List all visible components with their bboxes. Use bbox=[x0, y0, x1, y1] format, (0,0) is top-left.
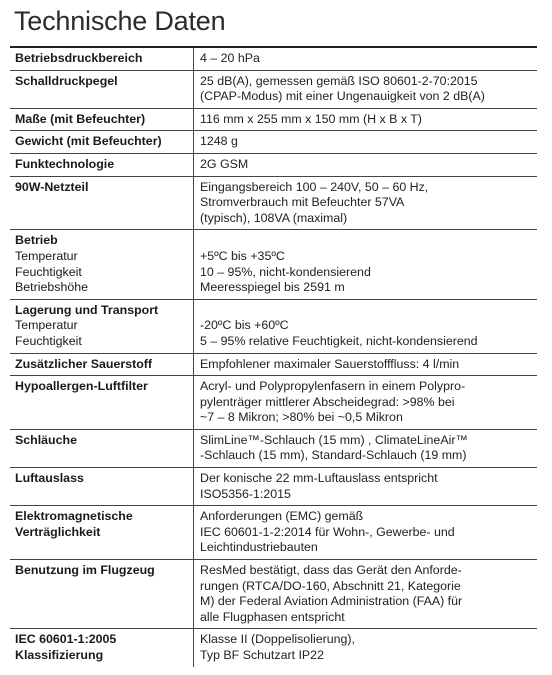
row-label-cell bbox=[10, 48, 194, 70]
table-row bbox=[10, 154, 537, 177]
row-value-line: Leichtindustriebauten bbox=[200, 540, 318, 555]
row-value-line: Klasse II (Doppelisolierung), bbox=[200, 632, 355, 647]
row-label-cell bbox=[10, 131, 194, 153]
row-value-line: M) der Federal Aviation Administration (FAA) für bbox=[200, 594, 463, 609]
row-label: Hypoallergen-Luftfilter bbox=[15, 379, 148, 394]
row-value-line: SlimLine™-Schlauch (15 mm) , ClimateLineAir™ bbox=[200, 432, 468, 447]
row-value-line: 4 – 20 hPa bbox=[200, 51, 260, 65]
table-row bbox=[10, 506, 537, 560]
row-label-cell bbox=[10, 154, 194, 176]
table-row bbox=[10, 354, 537, 377]
row-value-cell bbox=[194, 131, 537, 153]
table-row bbox=[10, 71, 537, 109]
row-value-line: Der konische 22 mm-Luftauslass entspricht bbox=[200, 471, 438, 486]
row-label: Lagerung und Transport bbox=[15, 302, 159, 317]
row-label: 90W-Netzteil bbox=[15, 179, 89, 194]
table-row bbox=[10, 468, 537, 506]
row-value-cell bbox=[194, 48, 537, 70]
row-value-line: 2G GSM bbox=[200, 156, 249, 171]
table-row bbox=[10, 109, 537, 132]
row-value-line: pylenträger mittlerer Abscheidegrad: >98% bei bbox=[200, 394, 455, 409]
row-value-line: ResMed bestätigt, dass das Gerät den Anforde- bbox=[200, 563, 462, 578]
row-value-line: Meeresspiegel bis 2591 m bbox=[200, 280, 345, 295]
row-label-cell bbox=[10, 560, 194, 628]
row-value-line: +5ºC bis +35ºC bbox=[200, 248, 285, 263]
table-row bbox=[10, 131, 537, 154]
row-label-cell bbox=[10, 430, 194, 467]
table-row bbox=[10, 376, 537, 430]
spec-table bbox=[10, 46, 537, 667]
table-row bbox=[10, 48, 537, 71]
row-label-cell bbox=[10, 354, 194, 376]
row-label-cell bbox=[10, 629, 194, 666]
row-value-line: 10 – 95%, nicht-kondensierend bbox=[200, 264, 371, 279]
row-value-line: alle Flugphasen entspricht bbox=[200, 609, 345, 624]
page-title: Technische Daten bbox=[14, 6, 226, 36]
table-row bbox=[10, 177, 537, 231]
row-value-cell bbox=[194, 629, 537, 666]
row-value-cell bbox=[194, 300, 537, 353]
row-value-line: Typ BF Schutzart IP22 bbox=[200, 648, 324, 662]
row-value-line: 1248 g bbox=[200, 134, 238, 149]
row-value-line: (CPAP-Modus) mit einer Ungenauigkeit von 2 dB(A) bbox=[200, 89, 485, 104]
table-row bbox=[10, 430, 537, 468]
row-value-line: Acryl- und Polypropylenfasern in einem Polypro- bbox=[200, 379, 466, 394]
row-value-cell bbox=[194, 154, 537, 176]
row-value-line: 5 – 95% relative Feuchtigkeit, nicht-kondensierend bbox=[200, 333, 478, 348]
row-value-line: 116 mm x 255 mm x 150 mm (H x B x T) bbox=[200, 111, 422, 126]
row-value-cell bbox=[194, 177, 537, 230]
row-label: Schläuche bbox=[15, 432, 77, 447]
row-label: Funktechnologie bbox=[15, 156, 115, 171]
row-value-cell bbox=[194, 506, 537, 559]
row-label: IEC 60601-1:2005 bbox=[15, 632, 117, 647]
row-value-cell bbox=[194, 230, 537, 298]
row-label: Schalldruckpegel bbox=[15, 73, 118, 88]
row-label: Betriebsdruckbereich bbox=[15, 51, 143, 65]
row-value-line: 25 dB(A), gemessen gemäß ISO 80601-2-70:2015 bbox=[200, 73, 478, 88]
row-value-line: rungen (RTCA/DO-160, Abschnitt 21, Kategorie bbox=[200, 578, 461, 593]
row-label-cell bbox=[10, 177, 194, 230]
row-value-line: Empfohlener maximaler Sauerstofffluss: 4 l/min bbox=[200, 356, 460, 371]
row-value-line: IEC 60601-1-2:2014 für Wohn-, Gewerbe- und bbox=[200, 524, 455, 539]
row-label: Betrieb bbox=[15, 233, 58, 248]
row-label-cell bbox=[10, 109, 194, 131]
row-label-line2: Klassifizierung bbox=[15, 648, 104, 662]
row-sublabel: Temperatur bbox=[15, 248, 78, 263]
row-label-cell bbox=[10, 376, 194, 429]
table-row bbox=[10, 629, 537, 666]
row-label: Benutzung im Flugzeug bbox=[15, 563, 155, 578]
row-label-cell bbox=[10, 506, 194, 559]
row-label: Maße (mit Befeuchter) bbox=[15, 111, 146, 126]
row-value-line: ~7 – 8 Mikron; >80% bei ~0,5 Mikron bbox=[200, 410, 403, 425]
row-value-cell bbox=[194, 430, 537, 467]
row-value-cell bbox=[194, 354, 537, 376]
table-row bbox=[10, 300, 537, 354]
row-value-line: -20ºC bis +60ºC bbox=[200, 318, 289, 333]
row-value-line: Stromverbrauch mit Befeuchter 57VA bbox=[200, 195, 405, 210]
row-value-cell bbox=[194, 560, 537, 628]
table-row bbox=[10, 230, 537, 299]
row-label-cell bbox=[10, 71, 194, 108]
row-label: Luftauslass bbox=[15, 471, 84, 486]
row-label: Gewicht (mit Befeuchter) bbox=[15, 134, 162, 149]
row-label-cell bbox=[10, 230, 194, 298]
row-value-line: Anforderungen (EMC) gemäß bbox=[200, 509, 364, 524]
row-label-cell bbox=[10, 300, 194, 353]
row-value-line: Eingangsbereich 100 – 240V, 50 – 60 Hz, bbox=[200, 179, 429, 194]
row-sublabel: Betriebshöhe bbox=[15, 280, 89, 295]
row-label: Zusätzlicher Sauerstoff bbox=[15, 356, 153, 371]
row-label-cell bbox=[10, 468, 194, 505]
row-sublabel: Feuchtigkeit bbox=[15, 264, 82, 279]
row-label: Elektromagnetische bbox=[15, 509, 133, 524]
row-value-cell bbox=[194, 109, 537, 131]
row-value-cell bbox=[194, 71, 537, 108]
row-value-cell bbox=[194, 468, 537, 505]
row-sublabel: Feuchtigkeit bbox=[15, 333, 82, 348]
row-value-line: ISO5356-1:2015 bbox=[200, 486, 291, 501]
table-row bbox=[10, 560, 537, 629]
row-label-line2: Verträglichkeit bbox=[15, 524, 101, 539]
row-value-cell bbox=[194, 376, 537, 429]
row-value-line: -Schlauch (15 mm), Standard-Schlauch (19 mm) bbox=[200, 448, 467, 463]
row-sublabel: Temperatur bbox=[15, 318, 78, 333]
row-value-line: (typisch), 108VA (maximal) bbox=[200, 210, 348, 225]
